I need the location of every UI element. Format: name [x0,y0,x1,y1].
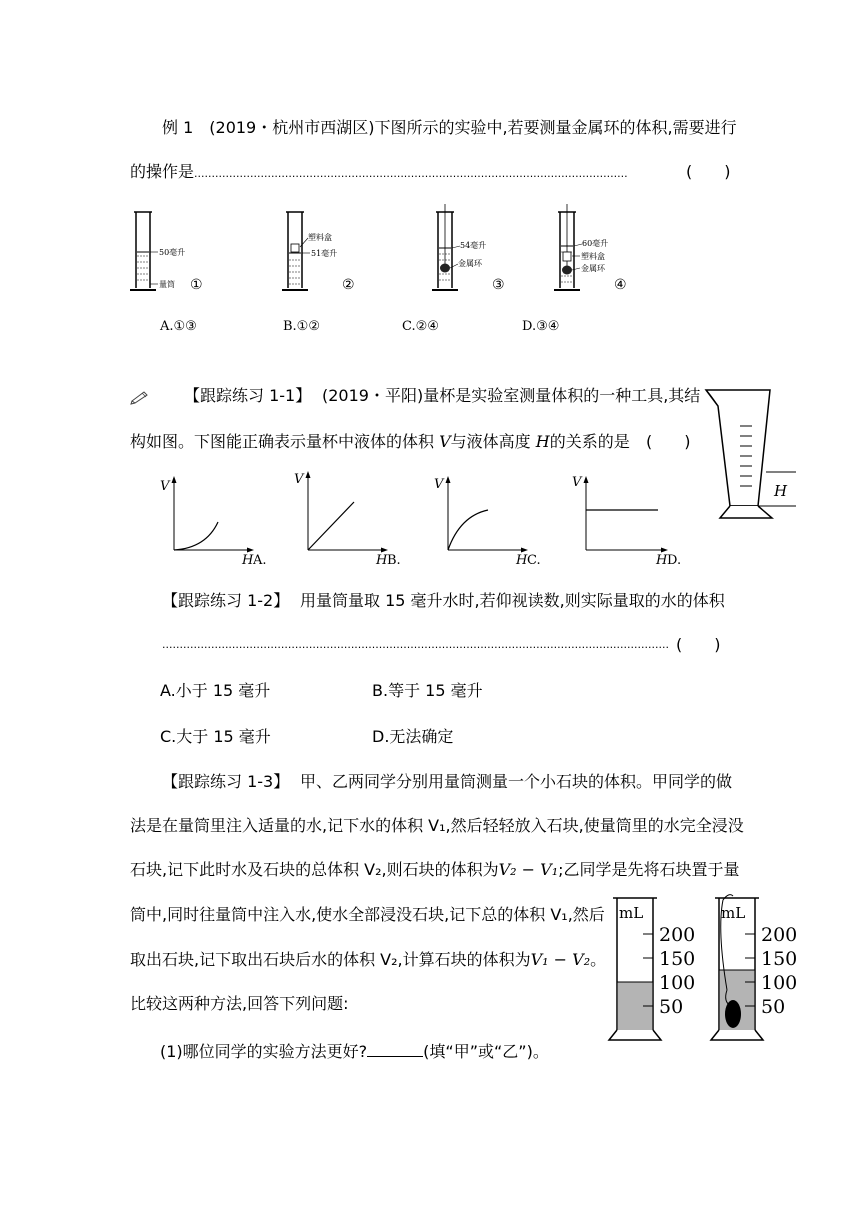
graph-b-axis-h: H [376,553,388,568]
graph-c-option[interactable]: C. [527,553,541,568]
ex13-tag: 【跟踪练习 1-3】 [162,772,290,791]
ex12-line1: 用量筒量取 15 毫升水时,若仰视读数,则实际量取的水的体积 [300,591,725,610]
ex11-line1: (2019・平阳)量杯是实验室测量体积的一种工具,其结 [322,386,701,405]
ex11-line2-part2: 与液体高度 [450,432,536,451]
ex11-line2 [130,432,630,452]
ex13-q1-text: (1)哪位同学的实验方法更好? [160,1042,368,1061]
measuring-cup-figure [700,386,800,526]
ex13-line3-part1: 石块,记下此时水及石块的总体积 V₂,则石块的体积为 [130,860,499,879]
example1-option-a[interactable]: A.①③ [160,319,197,334]
ex13-line2: 法是在量筒里注入适量的水,记下水的体积 V₁,然后轻轻放入石块,使量筒里的水完全浸没 [130,816,744,835]
ex13-formula1: V₂ − V₁ [498,860,559,879]
graph-d-axis-v: V [572,475,582,490]
figure-3-label-volume: 54毫升 [460,241,487,250]
figure-2-label-volume: 51毫升 [311,249,338,258]
graph-c [430,470,542,570]
figure-4-cylinder [552,202,652,300]
figure-4-label-box: 塑料盒 [581,252,605,261]
ex13-line4: 筒中,同时往量筒中注入水,使水全部浸没石块,记下总的体积 V₁,然后 [130,905,605,924]
ex11-answer-paren: ( ) [646,432,691,451]
cylinder1-mark-50: 50 [659,996,684,1018]
ex11-var-v: V [439,432,451,451]
graph-b-axis-v: V [294,472,304,487]
example1-line2 [130,162,628,184]
ex13-line5-part2: 。 [590,950,607,969]
ex12-leader: ................................................................................................................................................. [162,638,670,651]
figure-2-number: ② [342,277,355,293]
ex11-var-h: H [535,432,550,451]
cup-height-label: H [774,482,788,500]
ex12-option-d[interactable]: D.无法确定 [372,727,454,746]
example1-option-c[interactable]: C.②④ [402,319,439,334]
figure-2-label-box: 塑料盒 [308,233,332,242]
ex11-line2-part1: 构如图。下图能正确表示量杯中液体的体积 [130,432,440,451]
pencil-icon [130,389,150,405]
cylinder2-mark-100: 100 [761,972,798,994]
example1-line2-text: 的操作是 [130,162,195,181]
graph-c-axis-v: V [434,477,444,492]
ex13-q1-hint: (填“甲”或“乙”)。 [423,1042,549,1061]
graph-a [156,470,268,570]
ex13-line5 [130,950,606,970]
graph-b-option[interactable]: B. [387,553,401,568]
leader-dots: ............................................................................................................................ [194,167,628,180]
graph-b [290,465,402,570]
figure-3-cylinder [430,202,530,300]
figure-1-cylinder [128,208,228,300]
ex12-option-b[interactable]: B.等于 15 毫升 [372,681,483,700]
ex13-line3-part2: ;乙同学是先将石块置于量 [558,860,740,879]
cylinder2-mark-150: 150 [761,948,798,970]
ex13-question1 [160,1040,549,1062]
ex13-line6: 比较这两种方法,回答下列问题: [130,994,349,1013]
cylinder2-unit: mL [721,904,746,922]
graph-c-axis-h: H [516,553,528,568]
example1-option-d[interactable]: D.③④ [522,319,560,334]
figure-4-number: ④ [614,277,627,293]
ex12-answer-paren: ( ) [676,635,721,654]
graduated-cylinders-figure [605,890,805,1050]
figure-4-label-ring: 金属环 [581,264,605,273]
example1-option-b[interactable]: B.①② [283,319,320,334]
graph-d-option[interactable]: D. [667,553,682,568]
graph-a-option[interactable]: A. [253,553,267,568]
figure-1-label-volume: 50毫升 [159,248,186,257]
answer-blank[interactable] [367,1040,423,1057]
ex12-option-a[interactable]: A.小于 15 毫升 [160,681,271,700]
cylinder2-mark-200: 200 [761,924,798,946]
example1-line1: 例 1 (2019・杭州市西湖区)下图所示的实验中,若要测量金属环的体积,需要进行 [162,118,737,137]
cylinder1-mark-150: 150 [659,948,696,970]
graph-a-axis-v: V [160,479,170,494]
figure-1-label-cylinder: 量筒 [159,280,175,289]
graph-d-axis-h: H [656,553,668,568]
ex13-line5-part1: 取出石块,记下取出石块后水的体积 V₂,计算石块的体积为 [130,950,531,969]
example1-answer-paren: ( ) [686,162,731,181]
ex13-line1: 甲、乙两同学分别用量筒测量一个小石块的体积。甲同学的做 [300,772,733,791]
cylinder1-unit: mL [619,904,644,922]
ex12-tag: 【跟踪练习 1-2】 [162,591,290,610]
cylinder2-mark-50: 50 [761,996,786,1018]
ex11-tag: 【跟踪练习 1-1】 [184,386,312,405]
figure-2-cylinder [280,208,380,300]
figure-3-label-ring: 金属环 [458,259,482,268]
graph-d [568,470,692,570]
ex12-option-c[interactable]: C.大于 15 毫升 [160,727,271,746]
figure-4-label-volume: 60毫升 [582,239,609,248]
cylinder1-mark-100: 100 [659,972,696,994]
graph-a-axis-h: H [242,553,254,568]
ex11-line2-part3: 的关系的是 [549,432,630,451]
figure-1-number: ① [190,277,203,293]
ex13-line3 [130,860,740,880]
cylinder1-mark-200: 200 [659,924,696,946]
figure-3-number: ③ [492,277,505,293]
ex13-formula2: V₁ − V₂ [530,950,591,969]
